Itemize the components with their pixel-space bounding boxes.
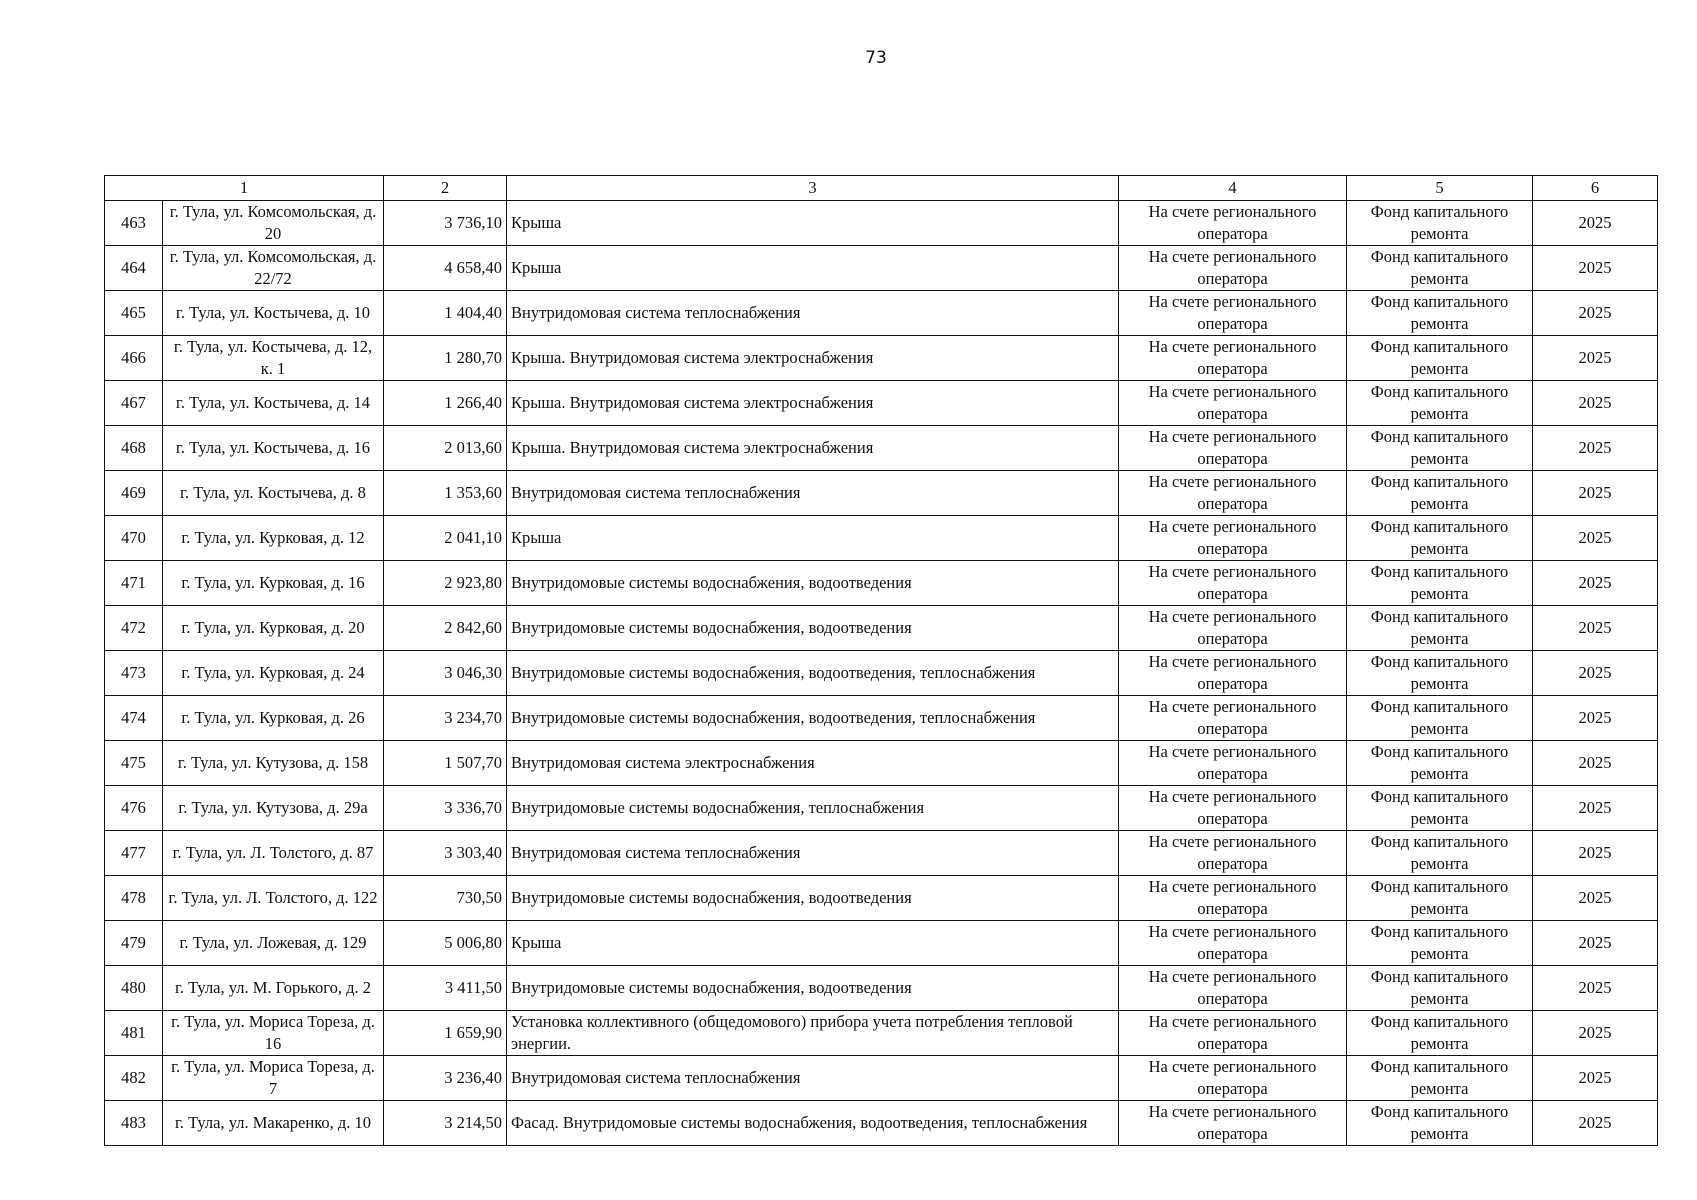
table-row [105,201,1658,246]
address-cell: г. Тула, ул. Курковая, д. 16 [163,561,384,606]
funding-account-cell: На счете регионального оператора [1119,921,1347,966]
row-number: 468 [105,426,163,471]
work-type-cell: Внутридомовые системы водоснабжения, теплоснабжения [507,786,1119,831]
funding-source-cell: Фонд капитального ремонта [1347,1011,1533,1056]
funding-source-cell: Фонд капитального ремонта [1347,1101,1533,1146]
area-cell: 1 659,90 [384,1011,507,1056]
funding-account-cell: На счете регионального оператора [1119,1056,1347,1101]
year-cell: 2025 [1533,336,1658,381]
row-number: 470 [105,516,163,561]
row-number: 469 [105,471,163,516]
address-cell: г. Тула, ул. М. Горького, д. 2 [163,966,384,1011]
work-type-cell: Внутридомовые системы водоснабжения, водоотведения [507,561,1119,606]
funding-source-cell: Фонд капитального ремонта [1347,606,1533,651]
funding-account-cell: На счете регионального оператора [1119,201,1347,246]
year-cell: 2025 [1533,651,1658,696]
row-number: 477 [105,831,163,876]
row-number: 472 [105,606,163,651]
address-cell: г. Тула, ул. Кутузова, д. 158 [163,741,384,786]
funding-source-cell: Фонд капитального ремонта [1347,291,1533,336]
work-type-cell: Внутридомовые системы водоснабжения, водоотведения [507,606,1119,651]
work-type-cell: Внутридомовая система теплоснабжения [507,291,1119,336]
address-cell: г. Тула, ул. Костычева, д. 16 [163,426,384,471]
work-type-cell: Внутридомовые системы водоснабжения, водоотведения, теплоснабжения [507,696,1119,741]
funding-account-cell: На счете регионального оператора [1119,696,1347,741]
address-cell: г. Тула, ул. Костычева, д. 8 [163,471,384,516]
address-cell: г. Тула, ул. Курковая, д. 24 [163,651,384,696]
address-cell: г. Тула, ул. Макаренко, д. 10 [163,1101,384,1146]
work-type-cell: Крыша. Внутридомовая система электроснабжения [507,426,1119,471]
row-number: 475 [105,741,163,786]
address-cell: г. Тула, ул. Л. Толстого, д. 122 [163,876,384,921]
funding-account-cell: На счете регионального оператора [1119,291,1347,336]
row-number: 480 [105,966,163,1011]
year-cell: 2025 [1533,246,1658,291]
row-number: 465 [105,291,163,336]
funding-account-cell: На счете регионального оператора [1119,1101,1347,1146]
area-cell: 3 736,10 [384,201,507,246]
address-cell: г. Тула, ул. Костычева, д. 14 [163,381,384,426]
work-type-cell: Внутридомовая система теплоснабжения [507,831,1119,876]
year-cell: 2025 [1533,516,1658,561]
row-number: 478 [105,876,163,921]
column-header-4: 4 [1119,176,1347,201]
funding-account-cell: На счете регионального оператора [1119,1011,1347,1056]
year-cell: 2025 [1533,471,1658,516]
address-cell: г. Тула, ул. Курковая, д. 12 [163,516,384,561]
row-number: 463 [105,201,163,246]
area-cell: 1 266,40 [384,381,507,426]
work-type-cell: Крыша. Внутридомовая система электроснабжения [507,336,1119,381]
table-row [105,741,1658,786]
funding-source-cell: Фонд капитального ремонта [1347,786,1533,831]
funding-account-cell: На счете регионального оператора [1119,651,1347,696]
table-row [105,876,1658,921]
table-row [105,516,1658,561]
year-cell: 2025 [1533,1101,1658,1146]
table-row [105,1101,1658,1146]
year-cell: 2025 [1533,291,1658,336]
column-header-2: 2 [384,176,507,201]
address-cell: г. Тула, ул. Мориса Тореза, д. 16 [163,1011,384,1056]
funding-account-cell: На счете регионального оператора [1119,606,1347,651]
table-row [105,606,1658,651]
work-type-cell: Крыша. Внутридомовая система электроснабжения [507,381,1119,426]
row-number: 473 [105,651,163,696]
year-cell: 2025 [1533,966,1658,1011]
area-cell: 730,50 [384,876,507,921]
column-header-5: 5 [1347,176,1533,201]
area-cell: 1 404,40 [384,291,507,336]
address-cell: г. Тула, ул. Курковая, д. 26 [163,696,384,741]
table-header-row [105,176,1658,201]
row-number: 474 [105,696,163,741]
funding-account-cell: На счете регионального оператора [1119,426,1347,471]
funding-account-cell: На счете регионального оператора [1119,246,1347,291]
year-cell: 2025 [1533,876,1658,921]
funding-source-cell: Фонд капитального ремонта [1347,201,1533,246]
page-number: 73 [865,48,887,68]
column-header-6: 6 [1533,176,1658,201]
area-cell: 1 353,60 [384,471,507,516]
area-cell: 1 507,70 [384,741,507,786]
table-row [105,561,1658,606]
funding-source-cell: Фонд капитального ремонта [1347,966,1533,1011]
funding-account-cell: На счете регионального оператора [1119,741,1347,786]
funding-source-cell: Фонд капитального ремонта [1347,561,1533,606]
year-cell: 2025 [1533,1011,1658,1056]
table-row [105,921,1658,966]
table-row [105,336,1658,381]
address-cell: г. Тула, ул. Л. Толстого, д. 87 [163,831,384,876]
row-number: 466 [105,336,163,381]
work-type-cell: Внутридомовая система теплоснабжения [507,471,1119,516]
column-header-1: 1 [105,176,384,201]
row-number: 476 [105,786,163,831]
table-body [105,201,1658,1146]
area-cell: 3 214,50 [384,1101,507,1146]
address-cell: г. Тула, ул. Костычева, д. 10 [163,291,384,336]
year-cell: 2025 [1533,831,1658,876]
table-row [105,1056,1658,1101]
work-type-cell: Внутридомовые системы водоснабжения, водоотведения [507,966,1119,1011]
funding-source-cell: Фонд капитального ремонта [1347,246,1533,291]
year-cell: 2025 [1533,561,1658,606]
funding-account-cell: На счете регионального оператора [1119,966,1347,1011]
table-row [105,651,1658,696]
address-cell: г. Тула, ул. Мориса Тореза, д. 7 [163,1056,384,1101]
area-cell: 3 336,70 [384,786,507,831]
column-header-3: 3 [507,176,1119,201]
work-type-cell: Крыша [507,246,1119,291]
work-type-cell: Крыша [507,921,1119,966]
address-cell: г. Тула, ул. Комсомольская, д. 20 [163,201,384,246]
area-cell: 1 280,70 [384,336,507,381]
funding-source-cell: Фонд капитального ремонта [1347,696,1533,741]
table-row [105,966,1658,1011]
funding-source-cell: Фонд капитального ремонта [1347,1056,1533,1101]
year-cell: 2025 [1533,426,1658,471]
work-type-cell: Внутридомовые системы водоснабжения, водоотведения, теплоснабжения [507,651,1119,696]
row-number: 481 [105,1011,163,1056]
address-cell: г. Тула, ул. Кутузова, д. 29а [163,786,384,831]
year-cell: 2025 [1533,606,1658,651]
area-cell: 3 303,40 [384,831,507,876]
year-cell: 2025 [1533,786,1658,831]
row-number: 471 [105,561,163,606]
area-cell: 3 234,70 [384,696,507,741]
funding-source-cell: Фонд капитального ремонта [1347,876,1533,921]
funding-account-cell: На счете регионального оператора [1119,381,1347,426]
funding-source-cell: Фонд капитального ремонта [1347,516,1533,561]
funding-account-cell: На счете регионального оператора [1119,876,1347,921]
funding-source-cell: Фонд капитального ремонта [1347,381,1533,426]
area-cell: 4 658,40 [384,246,507,291]
year-cell: 2025 [1533,201,1658,246]
area-cell: 3 411,50 [384,966,507,1011]
area-cell: 3 046,30 [384,651,507,696]
row-number: 464 [105,246,163,291]
work-type-cell: Крыша [507,201,1119,246]
table-row [105,381,1658,426]
funding-source-cell: Фонд капитального ремонта [1347,336,1533,381]
table-row [105,291,1658,336]
table-row [105,426,1658,471]
table-row [105,1011,1658,1056]
year-cell: 2025 [1533,921,1658,966]
capital-repair-table [104,175,1658,1146]
funding-account-cell: На счете регионального оператора [1119,561,1347,606]
funding-account-cell: На счете регионального оператора [1119,336,1347,381]
table-row [105,696,1658,741]
area-cell: 3 236,40 [384,1056,507,1101]
area-cell: 2 923,80 [384,561,507,606]
address-cell: г. Тула, ул. Комсомольская, д. 22/72 [163,246,384,291]
row-number: 482 [105,1056,163,1101]
work-type-cell: Установка коллективного (общедомового) прибора учета потребления тепловой энергии. [507,1011,1119,1056]
table-row [105,786,1658,831]
area-cell: 2 842,60 [384,606,507,651]
area-cell: 5 006,80 [384,921,507,966]
funding-account-cell: На счете регионального оператора [1119,831,1347,876]
year-cell: 2025 [1533,741,1658,786]
funding-source-cell: Фонд капитального ремонта [1347,651,1533,696]
funding-source-cell: Фонд капитального ремонта [1347,831,1533,876]
funding-source-cell: Фонд капитального ремонта [1347,471,1533,516]
work-type-cell: Внутридомовые системы водоснабжения, водоотведения [507,876,1119,921]
work-type-cell: Внутридомовая система теплоснабжения [507,1056,1119,1101]
work-type-cell: Фасад. Внутридомовые системы водоснабжения, водоотведения, теплоснабжения [507,1101,1119,1146]
year-cell: 2025 [1533,1056,1658,1101]
table-row [105,831,1658,876]
address-cell: г. Тула, ул. Курковая, д. 20 [163,606,384,651]
funding-account-cell: На счете регионального оператора [1119,471,1347,516]
funding-source-cell: Фонд капитального ремонта [1347,426,1533,471]
area-cell: 2 013,60 [384,426,507,471]
table-row [105,246,1658,291]
work-type-cell: Внутридомовая система электроснабжения [507,741,1119,786]
area-cell: 2 041,10 [384,516,507,561]
row-number: 467 [105,381,163,426]
row-number: 483 [105,1101,163,1146]
funding-account-cell: На счете регионального оператора [1119,516,1347,561]
address-cell: г. Тула, ул. Костычева, д. 12, к. 1 [163,336,384,381]
year-cell: 2025 [1533,381,1658,426]
address-cell: г. Тула, ул. Ложевая, д. 129 [163,921,384,966]
work-type-cell: Крыша [507,516,1119,561]
row-number: 479 [105,921,163,966]
year-cell: 2025 [1533,696,1658,741]
funding-account-cell: На счете регионального оператора [1119,786,1347,831]
funding-source-cell: Фонд капитального ремонта [1347,921,1533,966]
funding-source-cell: Фонд капитального ремонта [1347,741,1533,786]
table-row [105,471,1658,516]
